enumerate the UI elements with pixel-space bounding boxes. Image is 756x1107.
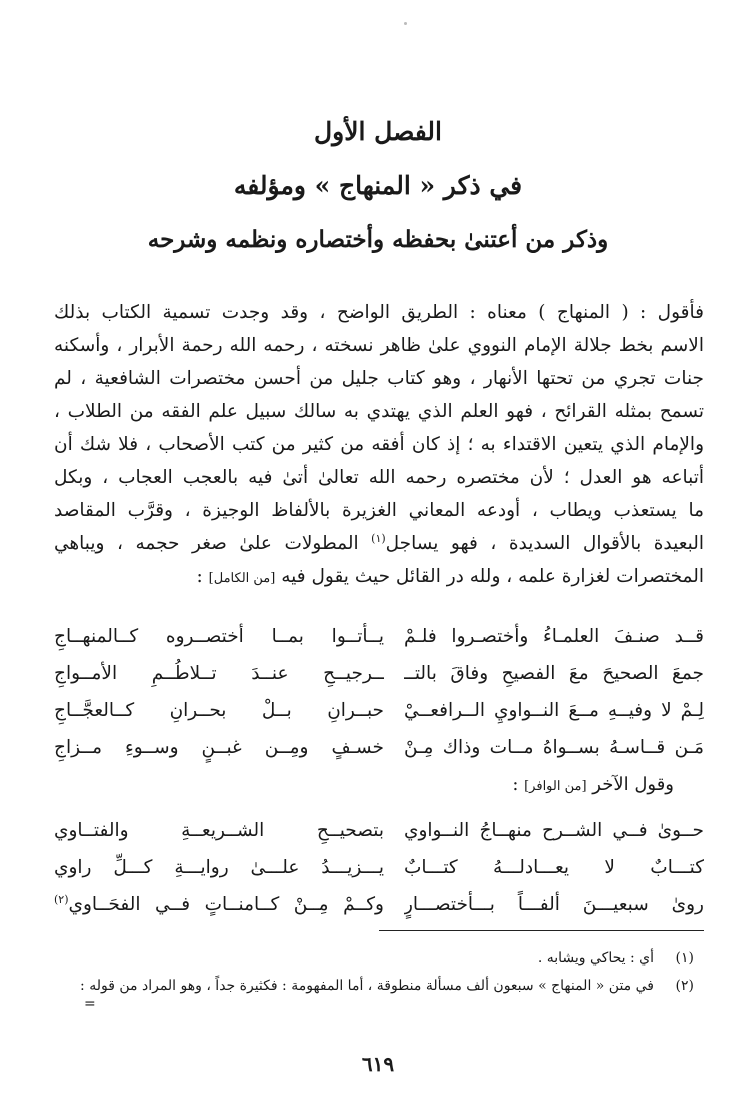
footnote-number: (٢) [675, 978, 694, 994]
verse-text: وكــمْ مِــنْ كــامنــاتٍ فــي الفحَــاوي [68, 894, 384, 915]
poem-2-intro [512, 770, 674, 802]
scan-speck [404, 22, 407, 25]
footnote-text: أي : يحاكي ويشابه . [537, 950, 654, 966]
verse-second-hemistich: يــأتــوا بمــا أختصــروه كــالمنهــاجِ [54, 626, 384, 647]
verse-row [54, 729, 704, 766]
body-paragraph [54, 296, 704, 593]
verse-first-hemistich: جمعَ الصحيحَ معَ الفصيحِ وفاقَ بالتــ [404, 663, 704, 684]
verse-row [54, 692, 704, 729]
footnote-ref-2: (٢) [54, 892, 69, 906]
line-text: المختصرات لغزارة علمه ، ولله در القائل حيث يقول فيه [275, 566, 704, 587]
paragraph-line: أتباعه هو العدل ؛ لأن مختصره رحمه الله تعالىٰ أتىٰ فيه بالعجب العجاب ، وبكل [54, 467, 704, 488]
verse-first-hemistich: مَـن قــاسـهُ بســواهُ مــات وذاك مِـنْ [404, 737, 704, 758]
paragraph-line: ما يستعذب ويطاب ، أودعه المعاني الغزيرة بالألفاظ الوجيزة ، وقرَّب المقاصد [54, 500, 704, 521]
footnote-number: (١) [675, 950, 694, 966]
intro-text: وقول الآخر [586, 774, 674, 795]
meter-note: [من الوافر] [524, 779, 587, 794]
paragraph-line [54, 560, 704, 593]
verse-row [54, 812, 704, 849]
footnote-ref-1: (١) [371, 531, 386, 545]
verse-row [54, 849, 704, 886]
verse-row [54, 655, 704, 692]
verse-row [54, 886, 704, 923]
chapter-headings [70, 112, 686, 260]
page-number: ٦١٩ [361, 1052, 395, 1076]
chapter-title: الفصل الأول [314, 117, 442, 146]
continuation-mark: = [84, 996, 96, 1012]
paragraph-line: جنات تجري من تحتها الأنهار ، وهو كتاب جليل من أحسن مختصرات الشافعية ، لم [54, 368, 704, 389]
line-text: البعيدة بالأقوال السديدة ، فهو يساجل [385, 533, 704, 554]
verse-second-hemistich: ــرجيــحِ عنــدَ تــلاطُــمِ الأمــواجِ [54, 663, 384, 684]
footnote-text: في متن « المنهاج » سبعون ألف مسألة منطوقة ، أما المفهومة : فكثيرة جداً ، وهو المراد من قوله : [80, 978, 654, 994]
verse-first-hemistich: قــد صنـفَ العلمـاءُ وأختصـروا فلـمْ [404, 626, 704, 647]
paragraph-line [54, 527, 704, 560]
verse-second-hemistich: بتصحيــحِ الشــريعــةِ والفتــاوي [54, 820, 384, 841]
paragraph-line: فأقول : ( المنهاج ) معناه : الطريق الواضح ، وقد وجدت تسمية الكتاب بذلك [54, 302, 704, 323]
line-text: : [196, 566, 209, 587]
footnote [54, 972, 694, 1000]
verse-first-hemistich: حــوىٰ فــي الشــرح منهــاجُ النــواوي [404, 820, 704, 841]
verse-second-hemistich: يـــزيـــدُ علـــىٰ روايـــةِ كـــلِّ راوي [54, 857, 384, 878]
chapter-subtitle-2: وذكر من أعتنىٰ بحفظه وأختصاره ونظمه وشرحه [147, 226, 609, 253]
meter-note: [من الكامل] [208, 571, 276, 586]
paragraph-line: والإمام الذي يتعين الاقتداء به ؛ إذ كان أفقه من كثير من كتب الأصحاب ، فلا شك أن [54, 434, 704, 455]
line-text: المطولات علىٰ صغر حجمه ، ويباهي [54, 533, 372, 554]
verse-second-hemistich: خسـفٍ ومِــن غبــنٍ وســوءِ مــزاجِ [54, 737, 384, 758]
intro-text: : [512, 774, 525, 795]
paragraph-line: تسمح بمثله القرائح ، فهو العلم الذي يهتدي به سالك سبيل علم الفقه من الطلاب ، [54, 401, 704, 422]
verse-first-hemistich: كتـــابٌ لا يعـــادلـــهُ كتـــابٌ [404, 857, 704, 878]
verse-second-hemistich [54, 886, 384, 923]
footnotes [54, 944, 694, 1000]
chapter-subtitle: في ذكر « المنهاج » ومؤلفه [233, 171, 523, 200]
verse-row [54, 618, 704, 655]
verse-first-hemistich: لِـمْ لا وفيــهِ مــعَ النــواويِ الــرافعــيْ [404, 700, 704, 721]
poem-2 [54, 812, 704, 923]
poem-1 [54, 618, 704, 766]
paragraph-line: الاسم بخط جلالة الإمام النووي علىٰ ظاهر نسخته ، رحمه الله رحمة الأبرار ، وأسكنه [54, 335, 704, 356]
footnote [54, 944, 694, 972]
footnote-separator [379, 930, 704, 931]
verse-second-hemistich: حبــرانِ بــلْ بحــرانِ كــالعجَّــاجِ [54, 700, 384, 721]
verse-first-hemistich: روىٰ سبعيـــنَ ألفـــاً بـــأختصـــارٍ [404, 894, 704, 915]
